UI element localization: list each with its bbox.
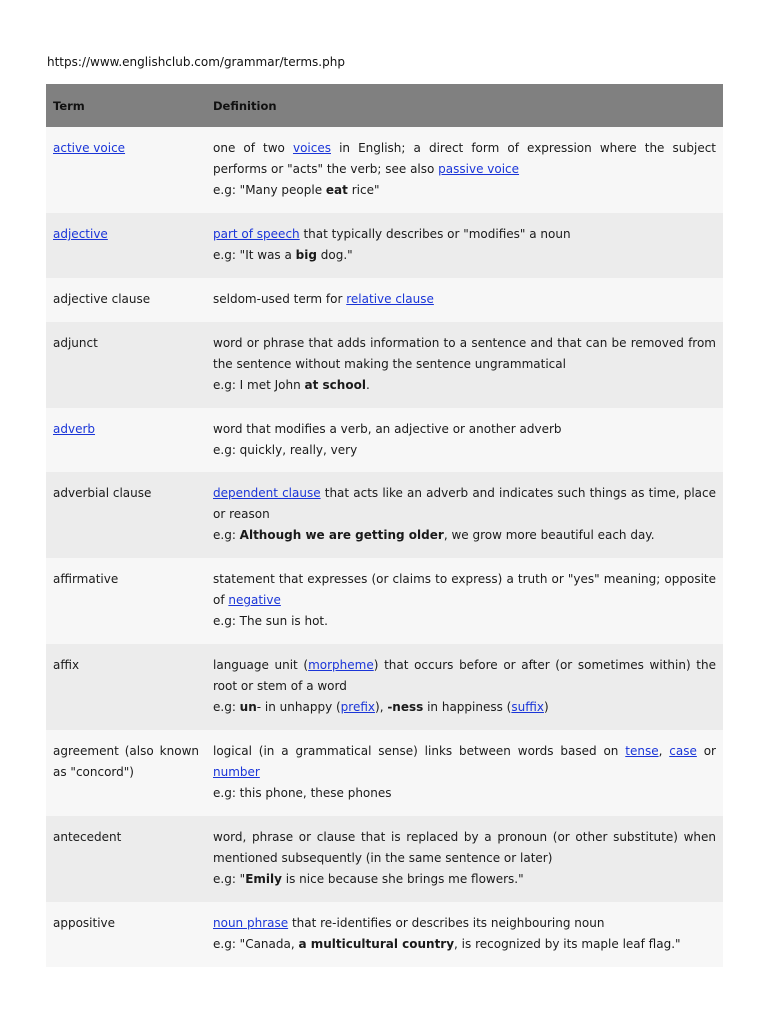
example-text: e.g: The sun is hot. [213,614,328,628]
term-cell: adverbial clause [46,472,206,558]
text: , we grow more beautiful each day. [443,528,655,542]
bold-text: Although we are getting older [239,528,444,542]
text: logical (in a grammatical sense) links between words based on [213,744,626,758]
definition-cell [206,278,723,322]
bold-text: Emily [245,872,282,886]
term-cell: adjective clause [46,278,206,322]
definition-cell [206,472,723,558]
definition-cell [206,816,723,902]
link-dependent-clause[interactable]: dependent clause [213,486,321,500]
link-noun-phrase[interactable]: noun phrase [213,916,289,930]
table-row [46,816,723,902]
text: seldom-used term for [213,292,347,306]
text: in English; a direct form of expression where the subject performs or "acts" the verb; see also [213,141,717,176]
text: ) that occurs before or after (or sometimes within) the root or stem of a word [213,658,716,693]
bold-text: un [239,700,257,714]
page-url: https://www.englishclub.com/grammar/terms.php [47,55,345,69]
text: statement that expresses (or claims to express) a truth or "yes" meaning; opposite of [213,572,716,607]
text: or [696,744,716,758]
term-cell: antecedent [46,816,206,902]
definition-text [213,289,716,310]
link-relative-clause[interactable]: relative clause [346,292,434,306]
table-row [46,322,723,408]
term-cell: affirmative [46,558,206,644]
text: ) [543,700,549,714]
definition-cell [206,127,723,213]
definition-cell [206,213,723,278]
example-text [213,869,716,890]
term-cell [46,127,206,213]
bold-text: at school [304,378,366,392]
text: e.g: [213,700,240,714]
definition-text [213,138,716,180]
link-morpheme[interactable]: morpheme [308,658,374,672]
term-cell: agreement (also known as "concord") [46,730,206,816]
definition-text [213,224,716,245]
definition-cell [206,730,723,816]
example-text [213,934,716,955]
text: that typically describes or "modifies" a noun [299,227,571,241]
table-row [46,127,723,213]
term-cell [46,213,206,278]
text: that re-identifies or describes its neighbouring noun [288,916,605,930]
term-link-adverb[interactable]: adverb [53,422,96,436]
glossary-table [46,84,723,967]
link-suffix[interactable]: suffix [511,700,544,714]
definition-text [213,913,716,934]
text: e.g: " [213,872,246,886]
text: e.g: "Many people [213,183,326,197]
link-case[interactable]: case [669,744,697,758]
definition-text [213,741,716,783]
table-row [46,408,723,472]
definition-text [213,483,716,525]
example-text [213,245,716,266]
table-row [46,644,723,730]
text: e.g: [213,528,240,542]
example-text [213,697,716,718]
definition-cell [206,408,723,472]
bold-text: big [295,248,317,262]
term-cell: adjunct [46,322,206,408]
link-number[interactable]: number [213,765,260,779]
table-row [46,902,723,967]
text: one of two [213,141,293,155]
table-row [46,472,723,558]
text: . [365,378,370,392]
definition-cell [206,322,723,408]
text: - in unhappy ( [256,700,341,714]
text: that acts like an adverb and indicates such things as time, place or reason [213,486,716,521]
definition-text: word or phrase that adds information to a sentence and that can be removed from the sentence without making the sentence ungrammatical [213,336,716,371]
definition-text: word that modifies a verb, an adjective or another adverb [213,422,562,436]
text: is nice because she brings me flowers." [281,872,524,886]
link-negative[interactable]: negative [228,593,281,607]
definition-cell [206,644,723,730]
bold-text: a multicultural country [298,937,455,951]
text: e.g: "Canada, [213,937,299,951]
definition-cell [206,558,723,644]
text: e.g: I met John [213,378,305,392]
text: , is recognized by its maple leaf flag." [454,937,681,951]
header-term: Term [46,84,206,127]
link-passive-voice[interactable]: passive voice [438,162,520,176]
link-part-of-speech[interactable]: part of speech [213,227,300,241]
text: language unit ( [213,658,309,672]
text: e.g: "It was a [213,248,296,262]
bold-text: -ness [387,700,424,714]
link-tense[interactable]: tense [625,744,659,758]
text: rice" [347,183,380,197]
example-text: e.g: quickly, really, very [213,443,358,457]
definition-text [213,569,716,611]
table-row [46,730,723,816]
term-cell: affix [46,644,206,730]
link-prefix[interactable]: prefix [340,700,376,714]
definition-text: word, phrase or clause that is replaced by a pronoun (or other substitute) when mentioned subsequently (in the same sentence or later) [213,830,716,865]
example-text [213,375,716,396]
table-row [46,558,723,644]
term-link-adjective[interactable]: adjective [53,227,108,241]
table-row [46,278,723,322]
text: in happiness ( [423,700,512,714]
text: ), [375,700,388,714]
definition-cell [206,902,723,967]
term-cell: appositive [46,902,206,967]
term-cell [46,408,206,472]
term-link-active-voice[interactable]: active voice [53,141,126,155]
table-row [46,213,723,278]
definition-text [213,655,716,697]
link-voices[interactable]: voices [292,141,331,155]
example-text: e.g: this phone, these phones [213,786,392,800]
example-text [213,525,716,546]
text: dog." [316,248,353,262]
header-definition: Definition [206,84,723,127]
example-text [213,180,716,201]
table-header-row [46,84,723,127]
text: , [658,744,670,758]
bold-text: eat [325,183,348,197]
